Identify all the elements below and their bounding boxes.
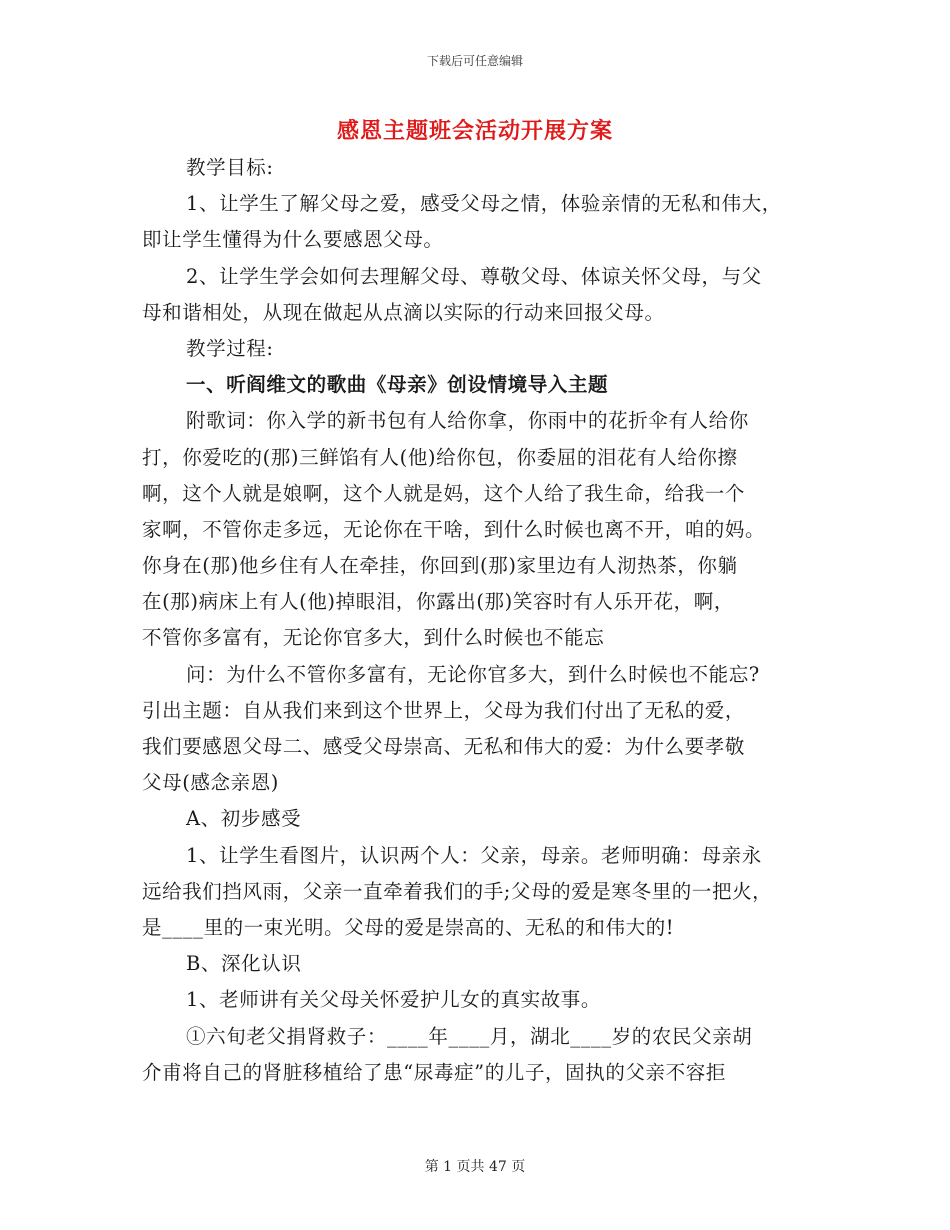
paragraph-line: 教学过程: bbox=[186, 336, 274, 360]
paragraph-line: 家啊，不管你走多远，无论你在干啥，到什么时候也离不开，咱的妈。 bbox=[142, 517, 766, 541]
paragraph-line: 远给我们挡风雨，父亲一直牵着我们的手;父母的爱是寒冬里的一把火， bbox=[142, 879, 773, 903]
paragraph-line: 引出主题：自从我们来到这个世界上，父母为我们付出了无私的爱， bbox=[142, 698, 746, 722]
paragraph-line: A、初步感受 bbox=[186, 807, 302, 831]
paragraph-line: 打，你爱吃的(那)三鲜馅有人(他)给你包，你委屈的泪花有人给你擦 bbox=[142, 445, 738, 469]
page-footer: 第 1 页共 47 页 bbox=[424, 1159, 526, 1175]
paragraph-line: 在(那)病床上有人(他)掉眼泪，你露出(那)笑容时有人乐开花，啊， bbox=[142, 590, 734, 614]
paragraph-line: 是____里的一束光明。父母的爱是崇高的、无私的和伟大的! bbox=[142, 915, 675, 939]
document-title: 感恩主题班会活动开展方案 bbox=[336, 118, 613, 144]
paragraph-line: 1、老师讲有关父母关怀爱护儿女的真实故事。 bbox=[186, 988, 602, 1012]
paragraph-line: 1、让学生了解父母之爱，感受父母之情，体验亲情的无私和伟大， bbox=[186, 192, 782, 216]
paragraph-line: 即让学生懂得为什么要感恩父母。 bbox=[142, 228, 444, 252]
paragraph-line: 你身在(那)他乡住有人在牵挂，你回到(那)家里边有人沏热茶，你躺 bbox=[142, 554, 738, 578]
paragraph-line: 父母(感念亲恩) bbox=[142, 771, 280, 795]
paragraph-line: 我们要感恩父母二、感受父母崇高、无私和伟大的爱：为什么要孝敬 bbox=[142, 735, 746, 758]
paragraph-line: 不管你多富有，无论你官多大，到什么时候也不能忘 bbox=[142, 626, 605, 650]
page-header: 下载后可任意编辑 bbox=[426, 54, 523, 68]
paragraph-line: 2、让学生学会如何去理解父母、尊敬父母、体谅关怀父母，与父 bbox=[186, 264, 762, 288]
paragraph-line: ①六旬老父捐肾救子：____年____月，湖北____岁的农民父亲胡 bbox=[186, 1024, 753, 1048]
section-heading: 一、听阎维文的歌曲《母亲》创设情境导入主题 bbox=[186, 373, 609, 397]
paragraph-line: B、深化认识 bbox=[186, 952, 302, 976]
paragraph-line: 附歌词：你入学的新书包有人给你拿，你雨中的花折伞有人给你 bbox=[186, 409, 749, 433]
paragraph-line: 教学目标: bbox=[186, 156, 274, 179]
paragraph-line: 1、让学生看图片，认识两个人：父亲，母亲。老师明确：母亲永 bbox=[186, 843, 762, 867]
paragraph-line: 介甫将自己的肾脏移植给了患“尿毒症”的儿子，固执的父亲不容拒 bbox=[142, 1060, 726, 1084]
document-body bbox=[142, 150, 822, 1091]
paragraph-line: 问：为什么不管你多富有，无论你官多大，到什么时候也不能忘? bbox=[186, 662, 760, 686]
paragraph-line: 啊，这个人就是娘啊，这个人就是妈，这个人给了我生命，给我一个 bbox=[142, 481, 746, 505]
paragraph-line: 母和谐相处，从现在做起从点滴以实际的行动来回报父母。 bbox=[142, 300, 665, 324]
